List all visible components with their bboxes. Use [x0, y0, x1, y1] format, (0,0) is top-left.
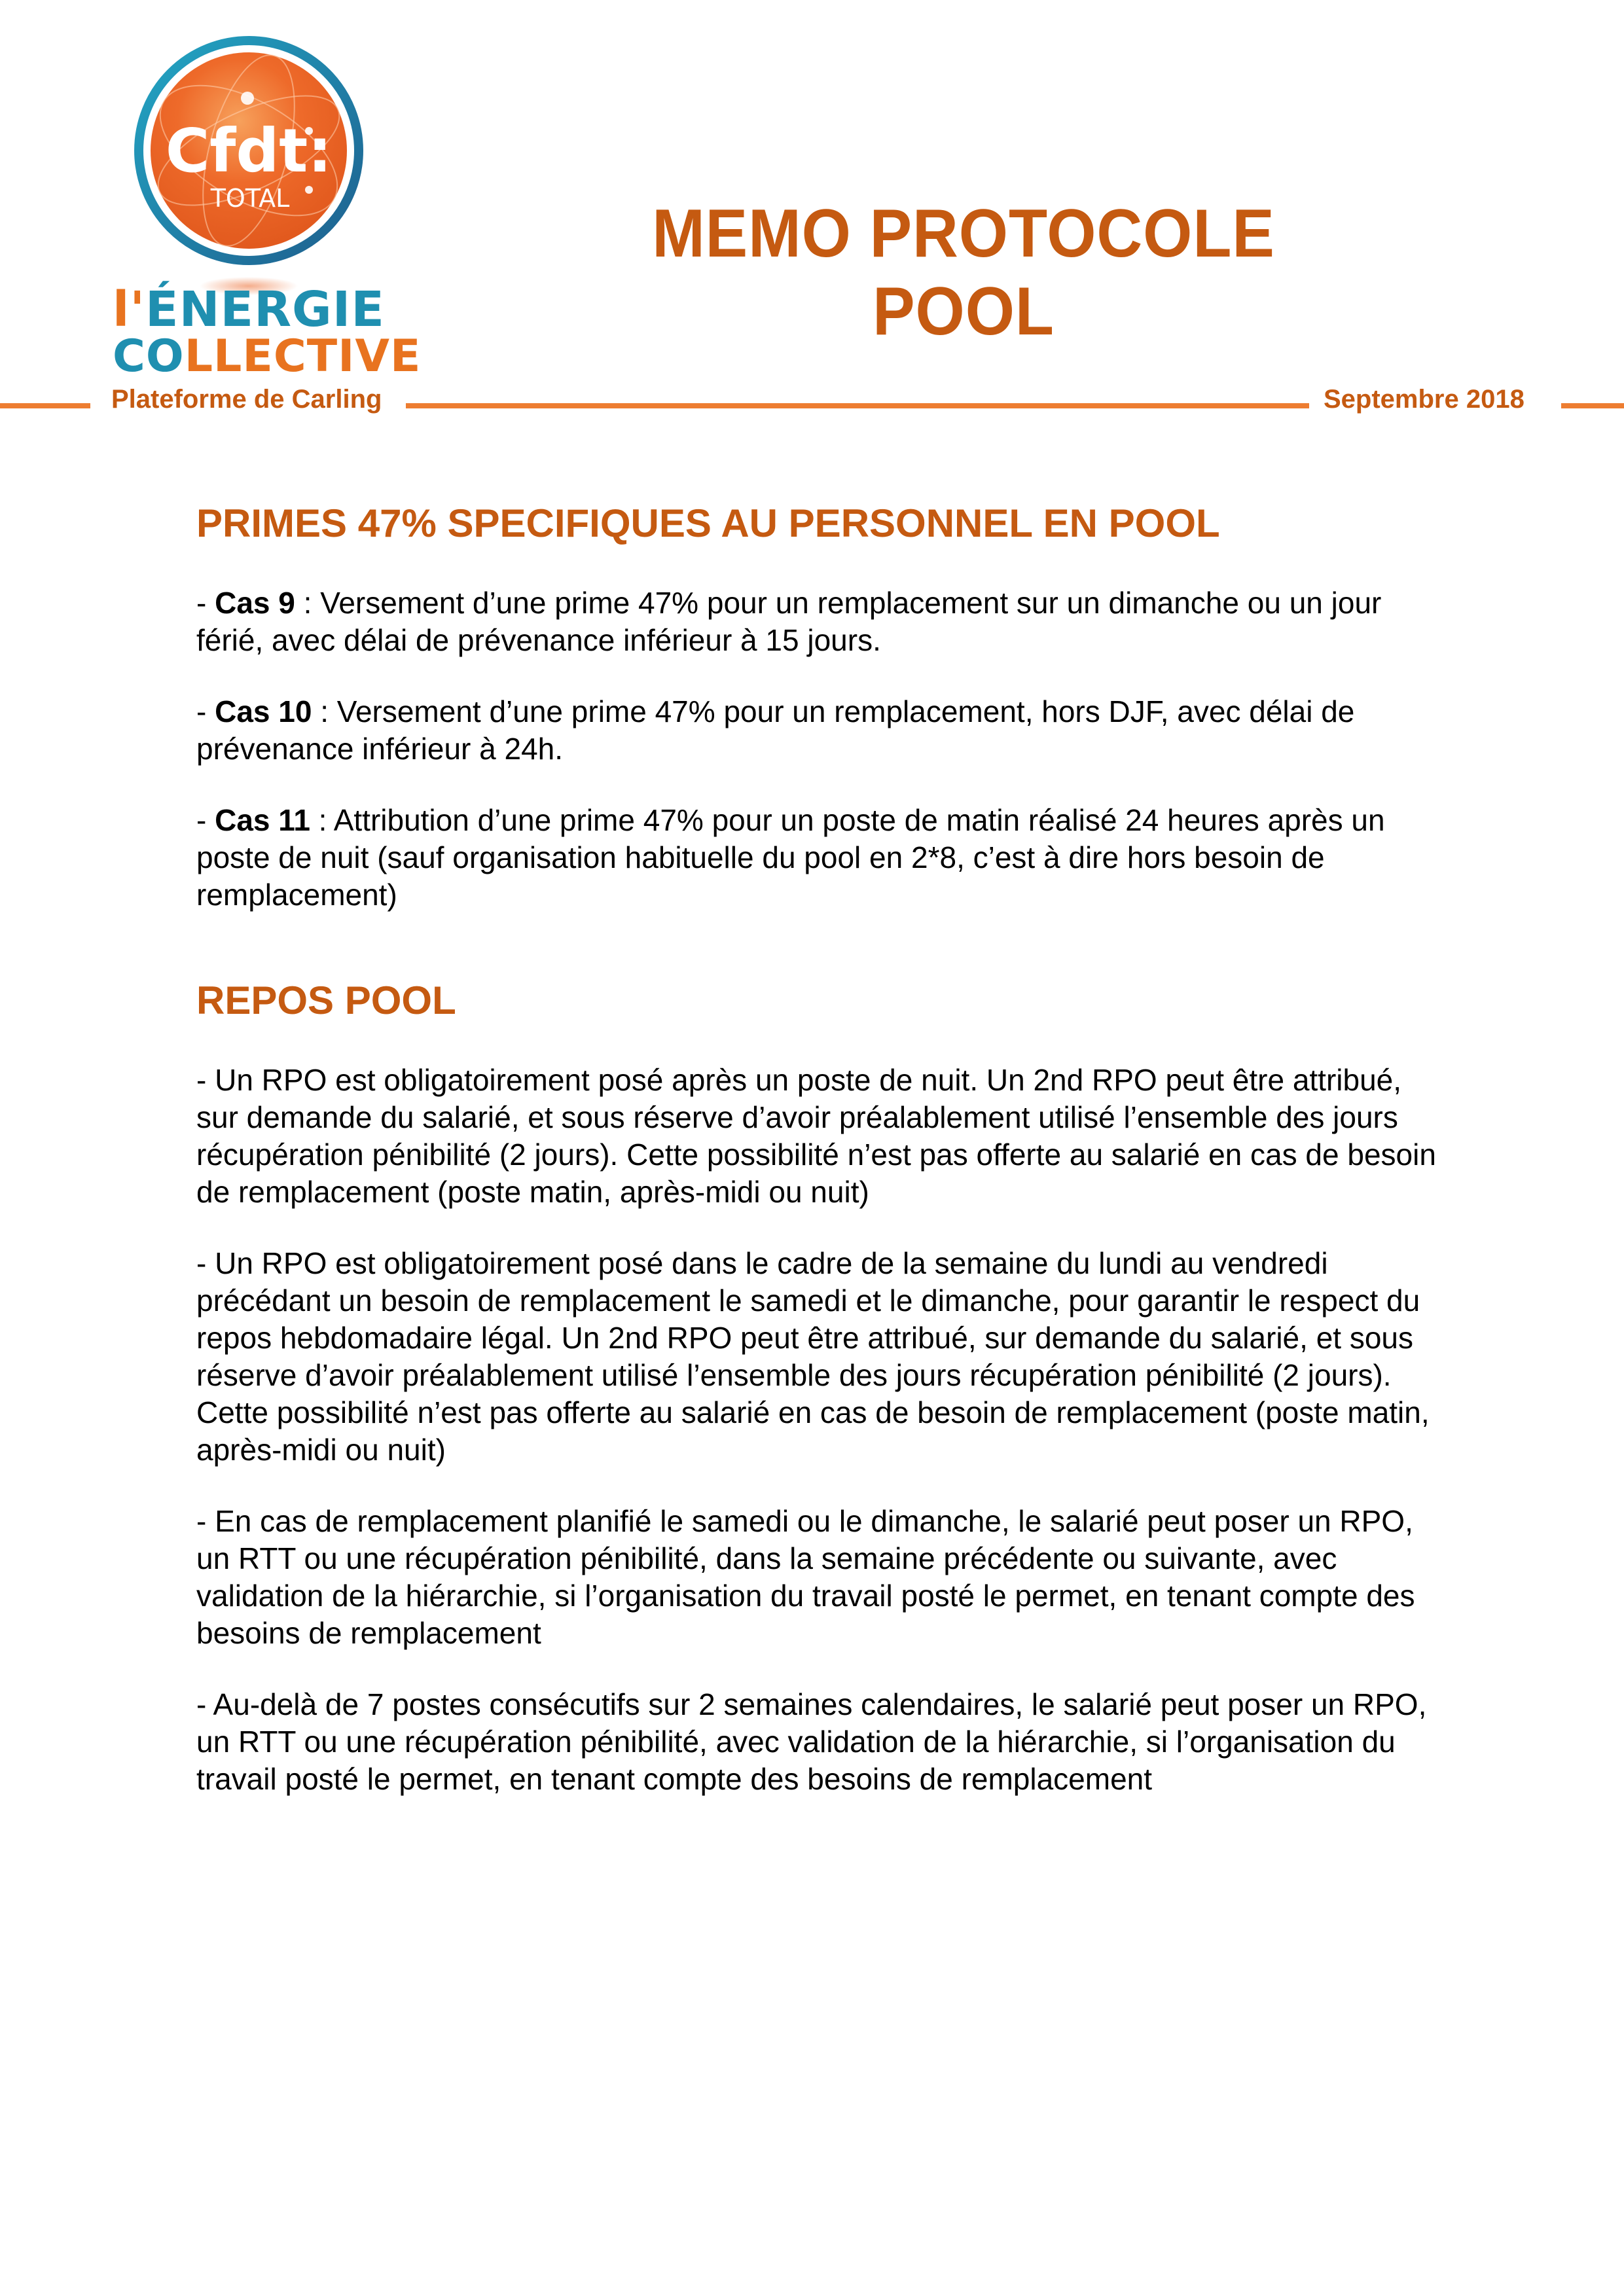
header-rule-middle — [406, 403, 1309, 408]
memo-content — [196, 494, 1440, 1798]
cfdt-globe-emblem — [98, 26, 399, 301]
logo-collective-text: COLLECTIVE — [113, 331, 422, 382]
cfdt-total-logo — [98, 26, 422, 382]
page-title: MEMO PROTOCOLE POOL — [652, 195, 1275, 350]
list-item: - Un RPO est obligatoirement posé après un poste de nuit. Un 2nd RPO peut être attribué, sur demande du salarié, et sous réserve d’avoir préalablement utilisé l’ensemble des jours récupération pénibilité (2 jours). Cette possibilité n’est pas offerte au salarié en cas de besoin de remplacement (poste matin, après-midi ou nuit) — [196, 1063, 1436, 1209]
list-item: - En cas de remplacement planifié le samedi ou le dimanche, le salarié peut poser un RPO, un RTT ou une récupération pénibilité, dans la semaine précédente ou suivante, avec validation de la hiérarchie, si l’organisation du travail posté le permet, en tenant compte des besoins de remplacement — [196, 1504, 1415, 1650]
header-location: Plateforme de Carling — [111, 385, 382, 414]
logo-brand-text: Cfdt: — [165, 116, 333, 186]
list-item-cas-10: - Cas 10 : Versement d’une prime 47% pour un remplacement, hors DJF, avec délai de prévenance inférieur à 24h. — [196, 694, 1355, 766]
logo-sub-text: TOTAL — [210, 184, 290, 213]
list-item: - Un RPO est obligatoirement posé dans le cadre de la semaine du lundi au vendredi précédant un besoin de remplacement le samedi et le dimanche, pour garantir le respect du repos hebdomadaire légal. Un 2nd RPO peut être attribué, sur demande du salarié, et sous réserve d’avoir préalablement utilisé l’ensemble des jours récupération pénibilité (2 jours). Cette possibilité n’est pas offerte au salarié en cas de besoin de remplacement (poste matin, après-midi ou nuit) — [196, 1246, 1430, 1467]
section-heading: PRIMES 47% SPECIFIQUES AU PERSONNEL EN POOL — [196, 501, 1220, 545]
section-primes — [196, 494, 1440, 914]
header-rule-left — [0, 403, 90, 408]
header-date: Septembre 2018 — [1324, 385, 1525, 414]
list-item: - Au-delà de 7 postes consécutifs sur 2 semaines calendaires, le salarié peut poser un RPO, un RTT ou une récupération pénibilité, avec validation de la hiérarchie, si l’organisation du travail posté le permet, en tenant compte des besoins de remplacement — [196, 1687, 1427, 1796]
list-item-cas-9: - Cas 9 : Versement d’une prime 47% pour un remplacement sur un dimanche ou un jour férié, avec délai de prévenance inférieur à 15 jours. — [196, 586, 1382, 657]
logo-energie-text: l'ÉNERGIE — [113, 281, 385, 338]
list-item-cas-11: - Cas 11 : Attribution d’une prime 47% pour un poste de matin réalisé 24 heures après un poste de nuit (sauf organisation habituelle du pool en 2*8, c’est à dire hors besoin de remplacement) — [196, 803, 1385, 912]
section-heading: REPOS POOL — [196, 978, 456, 1022]
header-rule-right — [1561, 403, 1624, 408]
section-repos-pool — [196, 971, 1440, 1798]
